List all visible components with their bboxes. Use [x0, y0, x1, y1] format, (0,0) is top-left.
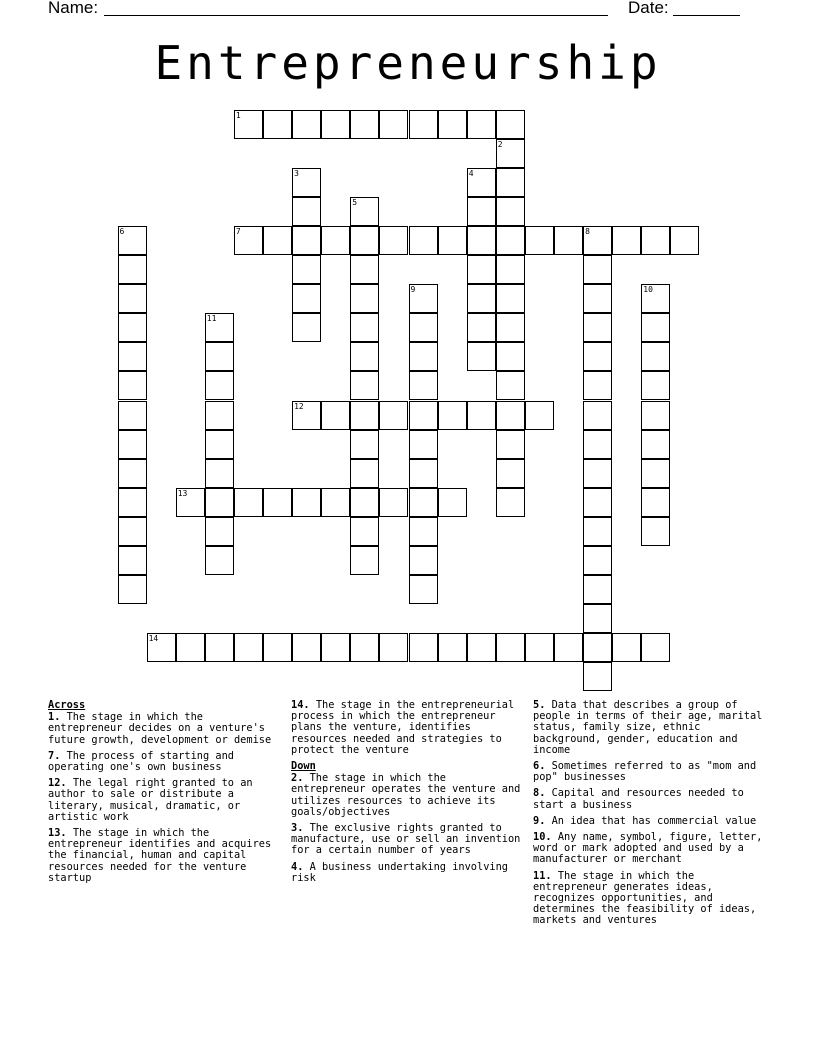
crossword-cell[interactable]	[350, 430, 379, 459]
crossword-cell[interactable]	[496, 197, 525, 226]
crossword-cell[interactable]	[467, 313, 496, 342]
crossword-cell[interactable]	[467, 284, 496, 313]
crossword-cell[interactable]	[292, 633, 321, 662]
crossword-cell[interactable]	[467, 110, 496, 139]
crossword-cell[interactable]	[467, 197, 496, 226]
crossword-cell[interactable]	[379, 401, 408, 430]
crossword-cell[interactable]	[234, 633, 263, 662]
crossword-cell[interactable]	[583, 342, 612, 371]
cell-number: 10	[643, 285, 653, 295]
clue-across-14: 14. The stage in the entrepreneurial process in which the entrepreneur plans the venture, identifies resources needed and strategies to protect the venture	[291, 699, 515, 756]
clue-down-6: 6. Sometimes referred to as "mom and pop" businesses	[533, 760, 757, 784]
crossword-cell[interactable]	[350, 226, 379, 255]
crossword-cell[interactable]	[583, 226, 612, 255]
crossword-cell[interactable]	[292, 197, 321, 226]
crossword-cell[interactable]	[350, 313, 379, 342]
clue-column-2	[291, 700, 523, 889]
crossword-cell[interactable]	[321, 633, 350, 662]
crossword-cell[interactable]	[409, 371, 438, 400]
crossword-cell[interactable]	[583, 401, 612, 430]
crossword-cell[interactable]	[350, 488, 379, 517]
crossword-cell[interactable]	[147, 633, 176, 662]
crossword-cell[interactable]	[234, 110, 263, 139]
crossword-cell[interactable]	[641, 430, 670, 459]
crossword-cell[interactable]	[525, 633, 554, 662]
crossword-cell[interactable]	[641, 342, 670, 371]
cell-number: 7	[235, 226, 241, 236]
crossword-cell[interactable]	[409, 546, 438, 575]
clue-down-5: 5. Data that describes a group of people in terms of their age, marital status, family size, ethnic background, gender, education and income	[533, 699, 763, 756]
crossword-cell[interactable]	[496, 226, 525, 255]
crossword-cell[interactable]	[583, 284, 612, 313]
crossword-cell[interactable]	[263, 488, 292, 517]
clue-down-9: 9. An idea that has commercial value	[533, 814, 757, 827]
crossword-cell[interactable]	[496, 488, 525, 517]
crossword-cell[interactable]	[234, 488, 263, 517]
crossword-cell[interactable]	[350, 517, 379, 546]
crossword-cell[interactable]	[409, 488, 438, 517]
clue-down-4: 4. A business undertaking involving risk	[291, 860, 508, 884]
crossword-cell[interactable]	[292, 168, 321, 197]
crossword-cell[interactable]	[583, 255, 612, 284]
clue-down-11: 11. The stage in which the entrepreneur generates ideas, recognizes opportunities, and determines the feasibility of ideas, markets and ventures	[533, 869, 757, 927]
crossword-cell[interactable]	[263, 110, 292, 139]
crossword-cell[interactable]	[118, 371, 147, 400]
cell-number: 2	[497, 139, 503, 149]
cell-number: 6	[119, 226, 125, 236]
crossword-cell[interactable]	[583, 430, 612, 459]
cell-number: 9	[410, 285, 416, 295]
crossword-cell[interactable]	[205, 371, 234, 400]
crossword-cell[interactable]	[118, 284, 147, 313]
crossword-cell[interactable]	[438, 110, 467, 139]
crossword-cell[interactable]	[438, 633, 467, 662]
crossword-cell[interactable]	[350, 459, 379, 488]
crossword-cell[interactable]	[496, 255, 525, 284]
crossword-cell[interactable]	[496, 313, 525, 342]
crossword-cell[interactable]	[350, 401, 379, 430]
crossword-cell[interactable]	[409, 284, 438, 313]
crossword-cell[interactable]	[292, 255, 321, 284]
clue-down-3: 3. The exclusive rights granted to manufacture, use or sell an invention for a certain number of years	[291, 822, 521, 857]
crossword-cell[interactable]	[205, 313, 234, 342]
crossword-cell[interactable]	[496, 401, 525, 430]
crossword-cell[interactable]	[612, 226, 641, 255]
crossword-cell[interactable]	[350, 255, 379, 284]
cell-number: 14	[148, 634, 159, 644]
crossword-cell[interactable]	[409, 459, 438, 488]
crossword-cell[interactable]	[350, 342, 379, 371]
crossword-cell[interactable]	[467, 401, 496, 430]
crossword-cell[interactable]	[583, 662, 612, 691]
crossword-cell[interactable]	[641, 284, 670, 313]
crossword-cell[interactable]	[583, 575, 612, 604]
cell-number: 4	[468, 168, 474, 178]
crossword-cell[interactable]	[118, 255, 147, 284]
crossword-cell[interactable]	[118, 517, 147, 546]
crossword-cell[interactable]	[263, 226, 292, 255]
clue-across-12: 12. The legal right granted to an author to sale or distribute a literary, musical, dramatic, or artistic work	[48, 777, 253, 823]
crossword-cell[interactable]	[554, 226, 583, 255]
crossword-cell[interactable]	[292, 313, 321, 342]
crossword-cell[interactable]	[438, 226, 467, 255]
crossword-cell[interactable]	[321, 401, 350, 430]
crossword-cell[interactable]	[176, 633, 205, 662]
crossword-cell[interactable]	[379, 226, 408, 255]
crossword-cell[interactable]	[205, 546, 234, 575]
crossword-cell[interactable]	[350, 284, 379, 313]
crossword-cell[interactable]	[205, 517, 234, 546]
crossword-cell[interactable]	[118, 401, 147, 430]
crossword-cell[interactable]	[409, 633, 438, 662]
crossword-cell[interactable]	[205, 401, 234, 430]
crossword-cell[interactable]	[205, 488, 234, 517]
crossword-cell[interactable]	[438, 488, 467, 517]
clue-across-13: 13. The stage in which the entrepreneur identifies and acquires the financial, human and capital resources needed for the venture startup	[48, 827, 272, 884]
cell-number: 1	[235, 110, 241, 120]
clue-column-3	[533, 700, 765, 932]
crossword-cell[interactable]	[292, 401, 321, 430]
clue-down-8: 8. Capital and resources needed to start a business	[533, 787, 744, 811]
crossword-cell[interactable]	[496, 430, 525, 459]
crossword-cell[interactable]	[467, 342, 496, 371]
crossword-cell[interactable]	[496, 342, 525, 371]
clue-down-2: 2. The stage in which the entrepreneur operates the venture and utilizes resources to achieve its goals/objectives	[291, 772, 521, 818]
crossword-cell[interactable]	[583, 459, 612, 488]
crossword-cell[interactable]	[525, 401, 554, 430]
crossword-cell[interactable]	[467, 226, 496, 255]
crossword-cell[interactable]	[379, 488, 408, 517]
crossword-cell[interactable]	[409, 226, 438, 255]
name-label: Name:	[48, 0, 99, 17]
crossword-cell[interactable]	[496, 110, 525, 139]
cell-number: 8	[585, 226, 590, 236]
crossword-cell[interactable]	[583, 313, 612, 342]
crossword-cell[interactable]	[263, 633, 292, 662]
crossword-cell[interactable]	[641, 517, 670, 546]
crossword-cell[interactable]	[118, 575, 147, 604]
crossword-cell[interactable]	[321, 226, 350, 255]
date-label: Date:	[628, 0, 669, 17]
crossword-cell[interactable]	[641, 459, 670, 488]
crossword-cell[interactable]	[496, 139, 525, 168]
crossword-cell[interactable]	[612, 633, 641, 662]
crossword-cell[interactable]	[583, 517, 612, 546]
cell-number: 11	[206, 314, 217, 324]
crossword-cell[interactable]	[176, 488, 205, 517]
crossword-cell[interactable]	[409, 575, 438, 604]
crossword-cell[interactable]	[350, 110, 379, 139]
crossword-cell[interactable]	[321, 110, 350, 139]
puzzle-title: Entrepreneurship	[154, 36, 662, 90]
crossword-cell[interactable]	[583, 604, 612, 633]
crossword-cell[interactable]	[118, 430, 147, 459]
clue-across-7: 7. The process of starting and operating one's own business	[48, 749, 234, 774]
crossword-cell[interactable]	[350, 633, 379, 662]
crossword-cell[interactable]	[409, 342, 438, 371]
crossword-cell[interactable]	[350, 371, 379, 400]
crossword-cell[interactable]	[379, 633, 408, 662]
crossword-cell[interactable]	[292, 284, 321, 313]
crossword-cell[interactable]	[496, 168, 525, 197]
crossword-cell[interactable]	[118, 546, 147, 575]
crossword-cell[interactable]	[292, 110, 321, 139]
crossword-cell[interactable]	[118, 313, 147, 342]
down-heading: Down	[291, 760, 316, 773]
crossword-cell[interactable]	[641, 371, 670, 400]
crossword-cell[interactable]	[467, 633, 496, 662]
crossword-cell[interactable]	[205, 459, 234, 488]
crossword-cell[interactable]	[409, 313, 438, 342]
across-heading: Across	[48, 699, 86, 711]
crossword-cell[interactable]	[467, 168, 496, 197]
crossword-cell[interactable]	[583, 371, 612, 400]
cell-number: 13	[177, 488, 188, 498]
crossword-cell[interactable]	[321, 488, 350, 517]
crossword-cell[interactable]	[409, 401, 438, 430]
crossword-cell[interactable]	[583, 488, 612, 517]
clue-column-1	[48, 700, 280, 889]
crossword-cell[interactable]	[641, 313, 670, 342]
crossword-cell[interactable]	[234, 226, 263, 255]
crossword-cell[interactable]	[496, 459, 525, 488]
crossword-cell[interactable]	[670, 226, 699, 255]
crossword-cell[interactable]	[641, 226, 670, 255]
crossword-cell[interactable]	[205, 430, 234, 459]
crossword-cell[interactable]	[118, 226, 147, 255]
cell-number: 5	[352, 197, 358, 207]
crossword-cell[interactable]	[583, 546, 612, 575]
crossword-cell[interactable]	[118, 342, 147, 371]
crossword-cell[interactable]	[641, 401, 670, 430]
crossword-cell[interactable]	[438, 401, 467, 430]
clue-down-10: 10. Any name, symbol, figure, letter, word or mark adopted and used by a manufacturer or merchant	[533, 831, 763, 866]
crossword-cell[interactable]	[292, 226, 321, 255]
crossword-cell[interactable]	[409, 430, 438, 459]
crossword-cell[interactable]	[379, 110, 408, 139]
crossword-cell[interactable]	[525, 226, 554, 255]
crossword-cell[interactable]	[554, 633, 583, 662]
cell-number: 3	[294, 168, 299, 178]
crossword-cell[interactable]	[641, 633, 670, 662]
crossword-cell[interactable]	[350, 546, 379, 575]
crossword-cell[interactable]	[583, 633, 612, 662]
crossword-cell[interactable]	[467, 255, 496, 284]
cell-number: 12	[294, 401, 304, 411]
crossword-cell[interactable]	[409, 110, 438, 139]
crossword-cell[interactable]	[496, 371, 525, 400]
crossword-cell[interactable]	[118, 459, 147, 488]
crossword-cell[interactable]	[409, 517, 438, 546]
crossword-cell[interactable]	[205, 633, 234, 662]
crossword-cell[interactable]	[292, 488, 321, 517]
crossword-cell[interactable]	[496, 633, 525, 662]
crossword-cell[interactable]	[350, 197, 379, 226]
crossword-cell[interactable]	[496, 284, 525, 313]
crossword-cell[interactable]	[205, 342, 234, 371]
crossword-cell[interactable]	[641, 488, 670, 517]
clue-across-1: 1. The stage in which the entrepreneur decides on a venture's future growth, development or demise	[48, 711, 272, 746]
crossword-cell[interactable]	[118, 488, 147, 517]
